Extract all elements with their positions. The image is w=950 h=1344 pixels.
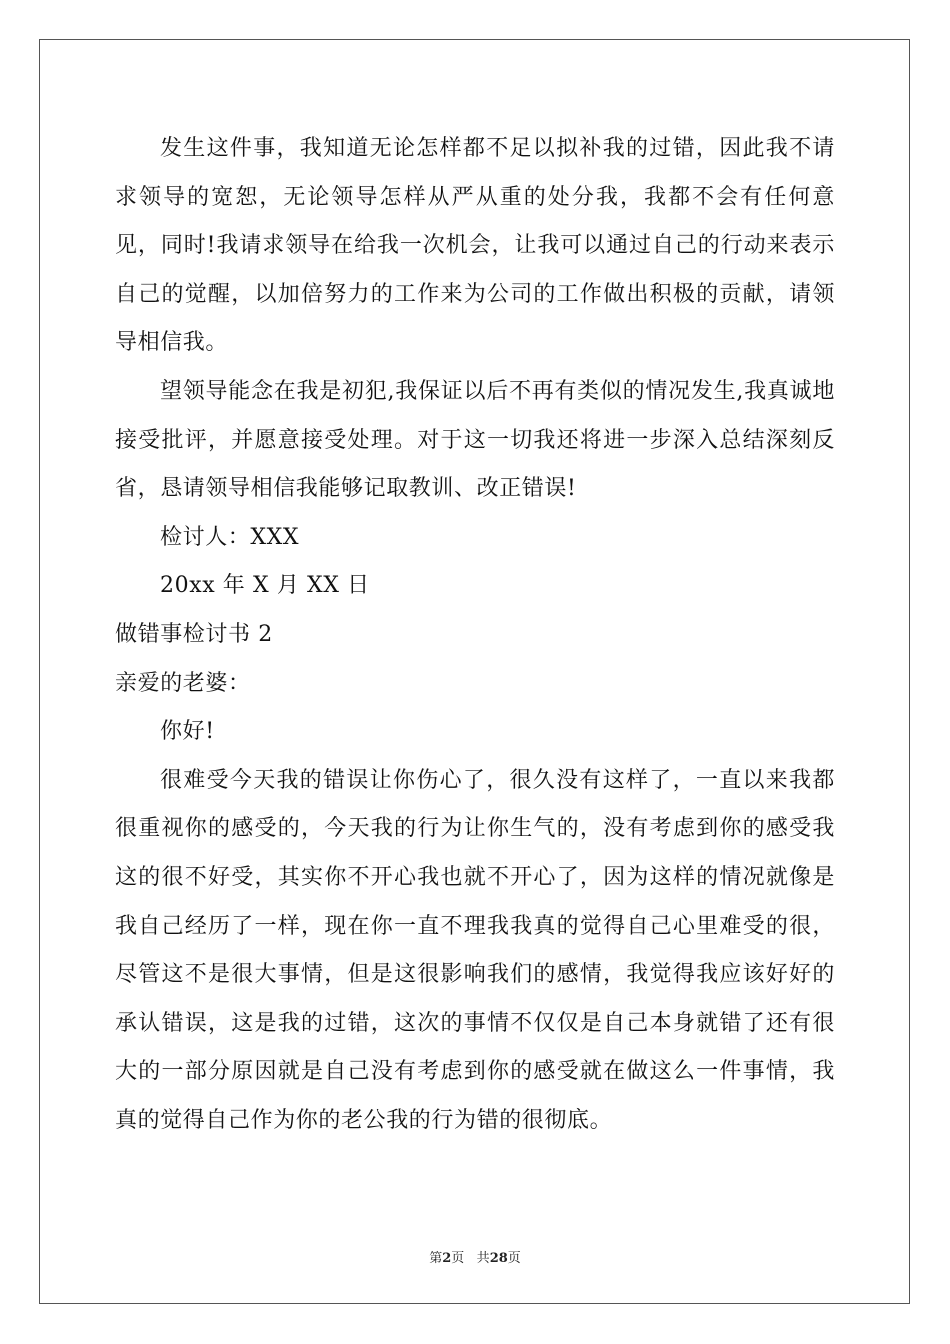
document-body: [115, 125, 835, 1145]
salutation: 亲爱的老婆：: [115, 670, 251, 696]
page-prefix: 第: [429, 1251, 443, 1266]
paragraph-apology: 发生这件事，我知道无论怎样都不足以拟补我的过错，因此我不请求领导的宽恕，无论领导怎样从严从重的处分我，我都不会有任何意见，同时!我请求领导在给我一次机会，让我可以通过自己的行动来表示自己的觉醒，以加倍努力的工作来为公司的工作做出积极的贡献，请领导相信我。: [115, 136, 835, 356]
date-line: 20xx 年 X 月 XX 日: [160, 573, 370, 599]
paragraph-letter-body: 很难受今天我的错误让你伤心了，很久没有这样了，一直以来我都很重视你的感受的，今天我的行为让你生气的，没有考虑到你的感受我这的很不好受，其实你不开心我也就不开心了，因为这样的情况就像是我自己经历了一样，现在你一直不理我我真的觉得自己心里难受的很，尽管这不是很大事情，但是这很影响我们的感情，我觉得我应该好好的承认错误，这是我的过错，这次的事情不仅仅是自己本身就错了还有很大的一部分原因就是自己没有考虑到你的感受就在做这么一件事情，我真的觉得自己作为你的老公我的行为错的很彻底。: [115, 767, 835, 1133]
total-pages: 28: [489, 1251, 508, 1266]
section-title: 做错事检讨书 2: [115, 621, 273, 647]
signature-line: 检讨人：XXX: [160, 524, 300, 550]
total-prefix: 共: [476, 1251, 490, 1266]
page-number: 2: [442, 1251, 452, 1266]
page-footer: [0, 1247, 950, 1266]
paragraph-promise: 望领导能念在我是初犯,我保证以后不再有类似的情况发生,我真诚地接受批评，并愿意接受处理。对于这一切我还将进一步深入总结深刻反省，恳请领导相信我能够记取教训、改正错误!: [115, 378, 835, 502]
greeting: 你好!: [160, 719, 215, 745]
page-suffix: 页: [451, 1251, 465, 1266]
total-suffix: 页: [507, 1251, 521, 1266]
